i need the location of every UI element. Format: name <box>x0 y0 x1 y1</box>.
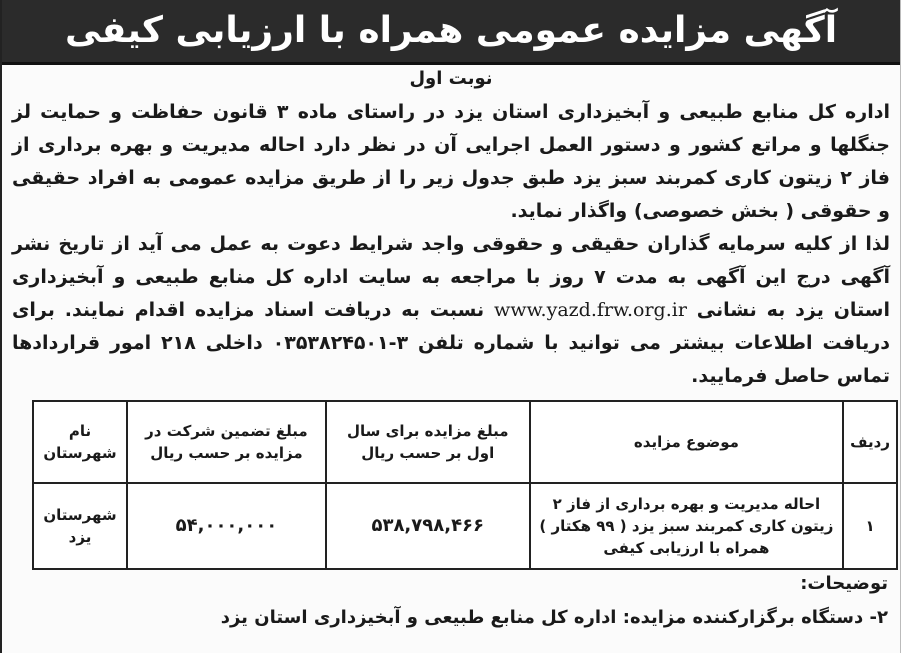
notes-section <box>12 570 888 632</box>
header-row-number: ردیف <box>843 401 897 483</box>
paragraph-2-intro: لذا از کلیه سرمایه گذاران حقیقی و حقوقی واجد شرایط دعوت به عمل می آید از تاریخ نشر آگهی درج این آگهی به مدت ۷ روز با مراجعه به سایت اداره کل منابع طبیعی و آبخیزداری استان یزد به نشانی <box>12 233 891 321</box>
cell-row-number: ۱ <box>843 483 897 569</box>
note-item: ۲- دستگاه برگزارکننده مزایده: اداره کل منابع طبیعی و آبخیزداری استان یزد <box>220 607 888 628</box>
header-subject: موضوع مزایده <box>530 401 843 483</box>
header-guarantee: مبلغ تضمین شرکت در مزایده بر حسب ریال <box>127 401 326 483</box>
cell-city: شهرستان یزد <box>33 483 127 569</box>
cell-first-year-price: ۵۳۸,۷۹۸,۴۶۶ <box>326 483 530 569</box>
website-url: www.yazd.frw.org.ir <box>494 299 687 321</box>
cell-guarantee: ۵۴,۰۰۰,۰۰۰ <box>127 483 326 569</box>
table-header-row <box>33 401 897 483</box>
table-row <box>33 483 897 569</box>
cell-subject: احاله مدیریت و بهره برداری از فاز ۲ زیتون کاری کمربند سبز یزد ( ۹۹ هکتار ) همراه با ارزیابی کیفی <box>530 483 843 569</box>
round-label: نوبت اول <box>409 68 493 89</box>
header-city: نام شهرستان <box>33 401 127 483</box>
body-paragraph-2 <box>12 228 890 393</box>
paragraph-2-outro: نسبت به دریافت اسناد مزایده اقدام نمایند. برای دریافت اطلاعات بیشتر می توانید با شماره تلفن ۳-۰۳۵۳۸۲۴۵۰۱ داخلی ۲۱۸ امور قراردادها تماس حاصل فرمایید. <box>12 299 890 387</box>
header-first-year-price: مبلغ مزایده برای سال اول بر حسب ریال <box>326 401 530 483</box>
auction-table <box>32 400 898 570</box>
ad-title: آگهی مزایده عمومی همراه با ارزیابی کیفی <box>64 10 838 51</box>
body-paragraph-1: اداره کل منابع طبیعی و آبخیزداری استان یزد در راستای ماده ۳ قانون حفاظت و حمایت لز جنگلها و مراتع کشور و دستور العمل اجرایی آن در نظر دارد احاله مدیریت و بهره برداری از فاز ۲ زیتون کاری کمربند سبز یزد طبق جدول زیر را از طریق مزایده عمومی به افراد حقیقی و حقوقی ( بخش خصوصی) واگذار نماید. <box>12 101 890 222</box>
notes-title: توضیحات: <box>800 573 888 594</box>
ad-body <box>12 96 890 393</box>
title-banner <box>2 0 900 65</box>
